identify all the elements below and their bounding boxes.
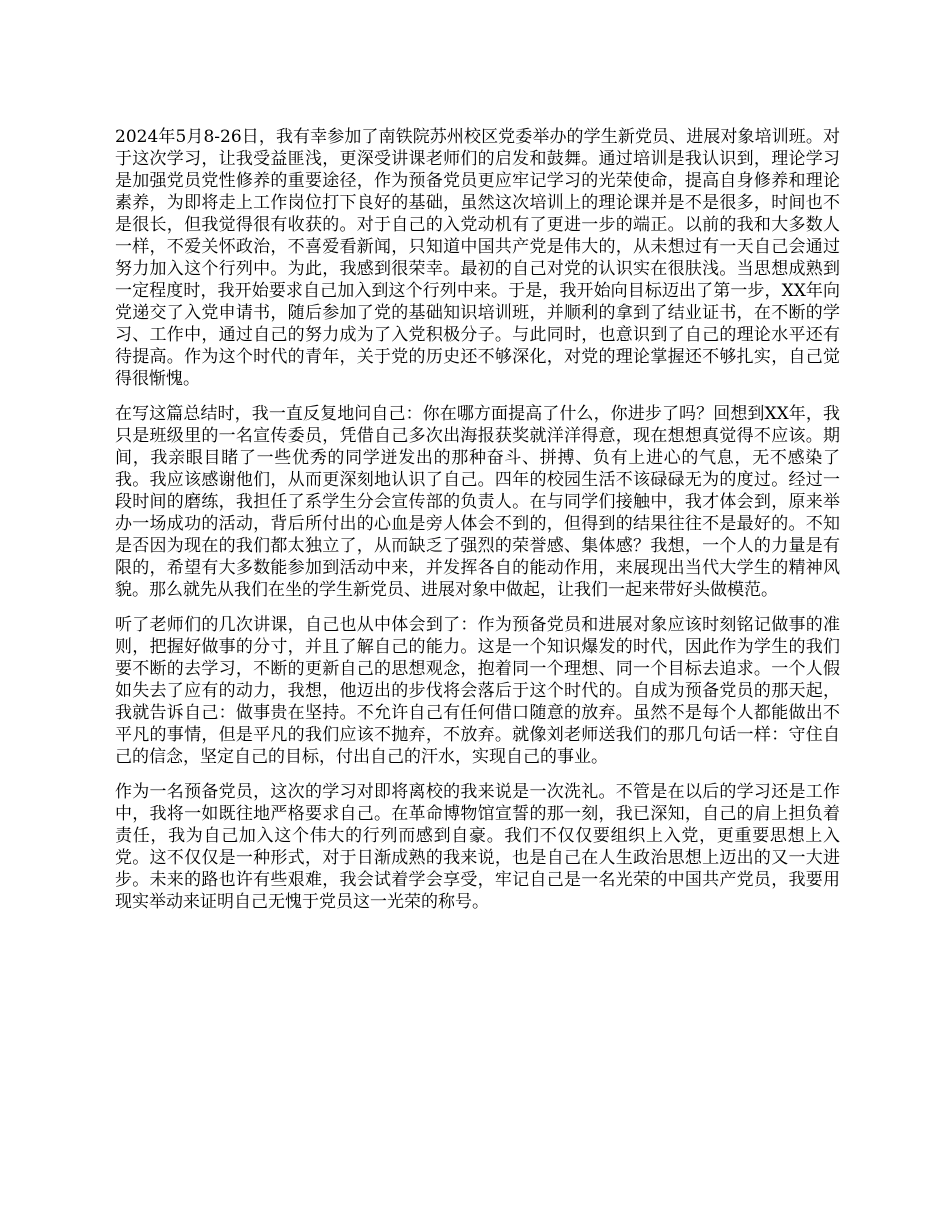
document-body bbox=[115, 126, 840, 926]
paragraph-1: 2024年5月8-26日，我有幸参加了南铁院苏州校区党委举办的学生新党员、进展对象培训班。对于这次学习，让我受益匪浅，更深受讲课老师们的启发和鼓舞。通过培训是我认识到，理论学习是加强党员党性修养的重要途径，作为预备党员更应牢记学习的光荣使命，提高自身修养和理论素养，为即将走上工作岗位打下良好的基础，虽然这次培训上的理论课并是不是很多，时间也不是很长，但我觉得很有收获的。对于自己的入党动机有了更进一步的端正。以前的我和大多数人一样，不爱关怀政治，不喜爱看新闻，只知道中国共产党是伟大的，从未想过有一天自己会通过努力加入这个行列中。为此，我感到很荣幸。最初的自己对党的认识实在很肤浅。当思想成熟到一定程度时，我开始要求自己加入到这个行列中来。于是，我开始向目标迈出了第一步，XX年向党递交了入党申请书，随后参加了党的基础知识培训班，并顺利的拿到了结业证书，在不断的学习、工作中，通过自己的努力成为了入党积极分子。与此同时，也意识到了自己的理论水平还有待提高。作为这个时代的青年，关于党的历史还不够深化，对党的理论掌握还不够扎实，自己觉得很惭愧。 bbox=[115, 127, 840, 389]
paragraph-3: 听了老师们的几次讲课，自己也从中体会到了：作为预备党员和进展对象应该时刻铭记做事的准则，把握好做事的分寸，并且了解自己的能力。这是一个知识爆发的时代，因此作为学生的我们要不断的去学习，不断的更新自己的思想观念，抱着同一个理想、同一个目标去追求。一个人假如失去了应有的动力，我想，他迈出的步伐将会落后于这个时代的。自成为预备党员的那天起，我就告诉自己：做事贵在坚持。不允许自己有任何借口随意的放弃。虽然不是每个人都能做出不平凡的事情，但是平凡的我们应该不抛弃，不放弃。就像刘老师送我们的那几句话一样：守住自己的信念，坚定自己的目标，付出自己的汗水，实现自己的事业。 bbox=[115, 615, 840, 767]
paragraph-2: 在写这篇总结时，我一直反复地问自己：你在哪方面提高了什么，你进步了吗？回想到XX年，我只是班级里的一名宣传委员，凭借自己多次出海报获奖就洋洋得意，现在想想真觉得不应该。期间，我亲眼目睹了一些优秀的同学迸发出的那种奋斗、拼搏、负有上进心的气息，无不感染了我。我应该感谢他们，从而更深刻地认识了自己。四年的校园生活不该碌碌无为的度过。经过一段时间的磨练，我担任了系学生分会宣传部的负责人。在与同学们接触中，我才体会到，原来举办一场成功的活动，背后所付出的心血是旁人体会不到的，但得到的结果往往不是最好的。不知是否因为现在的我们都太独立了，从而缺乏了强烈的荣誉感、集体感？我想，一个人的力量是有限的，希望有大多数能参加到活动中来，并发挥各自的能动作用，来展现出当代大学生的精神风貌。那么就先从我们在坐的学生新党员、进展对象中做起，让我们一起来带好头做模范。 bbox=[115, 404, 840, 600]
paragraph-4: 作为一名预备党员，这次的学习对即将离校的我来说是一次洗礼。不管是在以后的学习还是工作中，我将一如既往地严格要求自己。在革命博物馆宣誓的那一刻，我已深知，自己的肩上担负着责任，我为自己加入这个伟大的行列而感到自豪。我们不仅仅要组织上入党，更重要思想上入党。这不仅仅是一种形式，对于日渐成熟的我来说，也是自己在人生政治思想上迈出的又一大进步。未来的路也许有些艰难，我会试着学会享受，牢记自己是一名光荣的中国共产党员，我要用现实举动来证明自己无愧于党员这一光荣的称号。 bbox=[115, 782, 840, 912]
